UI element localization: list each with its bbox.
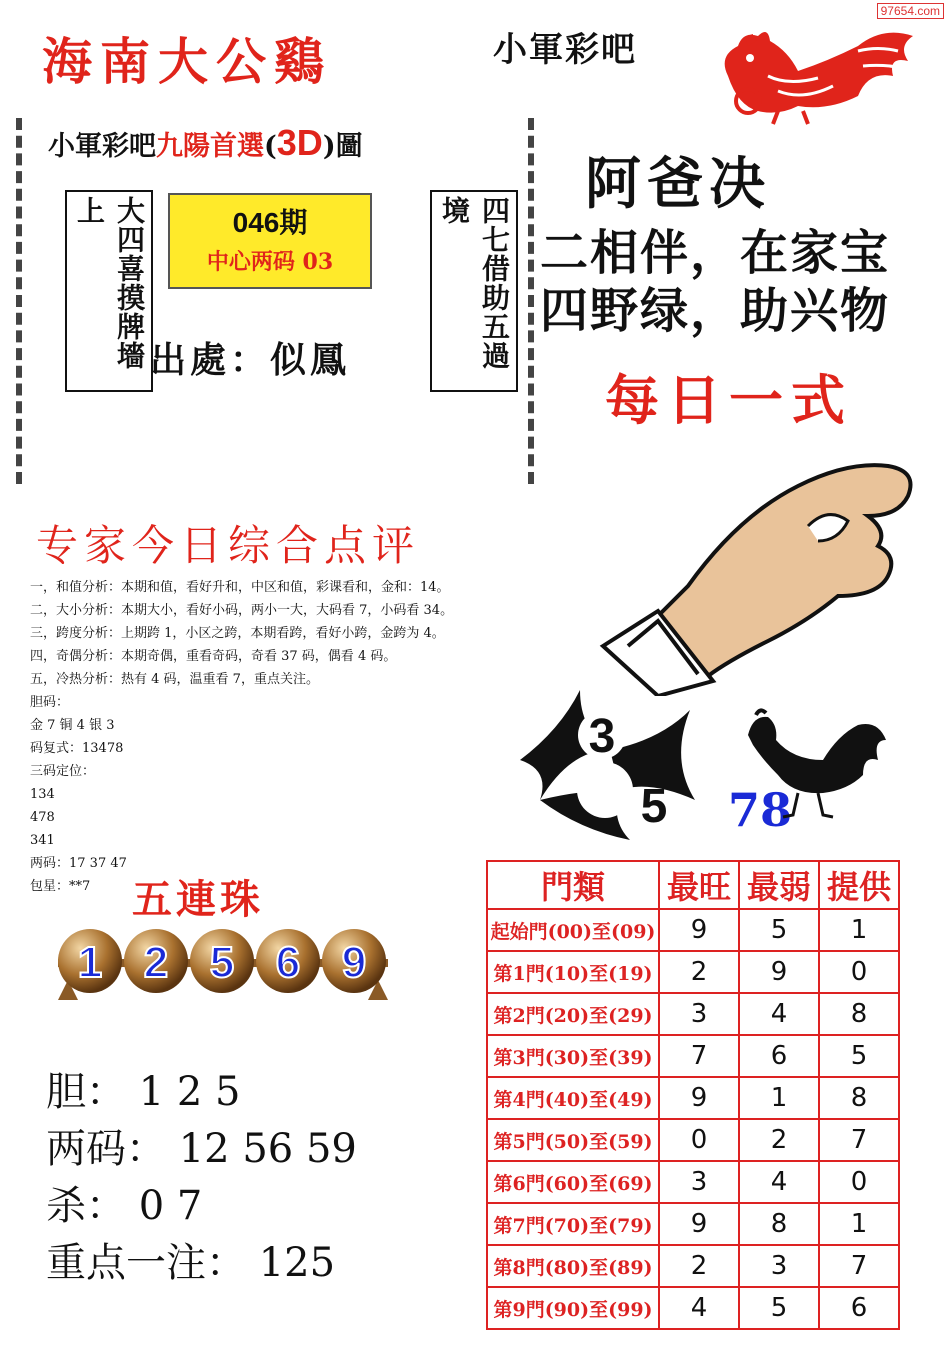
cell-hottest: 2 [659, 1245, 739, 1287]
header-hottest: 最旺 [659, 861, 739, 909]
cell-hottest: 2 [659, 951, 739, 993]
shuriken-number: 5 [640, 780, 668, 833]
bead-chain [58, 925, 388, 1000]
bead-number: 6 [275, 938, 301, 987]
site-mark[interactable]: 97654.com [877, 3, 944, 19]
verse-line-2: 四野绿，助兴物 [540, 283, 891, 339]
analysis-line: 码复式：13478 [30, 741, 124, 756]
table-row [487, 1035, 899, 1077]
cell-weakest: 8 [739, 1203, 819, 1245]
left-verse-column: 大四喜摸牌墻上 [65, 190, 153, 392]
daily-heading: 每日一式 [605, 368, 853, 432]
cell-provided: 0 [819, 1161, 899, 1203]
analysis-line: 一，和值分析：本期和值，看好升和，中区和值，彩课看和，金和：14。 [30, 580, 450, 595]
cell-provided: 1 [819, 1203, 899, 1245]
row-label: 第5門(50)至(59) [487, 1119, 659, 1161]
bead-number: 1 [77, 938, 103, 987]
analysis-line: 包星：**7 [30, 879, 91, 894]
cell-hottest: 9 [659, 1077, 739, 1119]
shuriken-number: 3 [588, 710, 616, 763]
brand-name: 小軍彩吧 [493, 30, 637, 70]
row-label: 第6門(60)至(69) [487, 1161, 659, 1203]
panel-heading-end: 圖 [335, 131, 363, 162]
header-category: 門類 [487, 861, 659, 909]
analysis-line: 三，跨度分析：上期跨 1，小区之跨，本期看跨，看好小跨，金跨为 4。 [30, 626, 445, 641]
table-header-row [487, 861, 899, 909]
cell-weakest: 5 [739, 1287, 819, 1329]
analysis-line: 478 [30, 810, 55, 825]
summary-liangma: 两码： 12 56 59 [46, 1126, 357, 1172]
cell-provided: 5 [819, 1035, 899, 1077]
panel-heading-3d: 3D [276, 122, 323, 163]
analysis-line: 二，大小分析：本期大小，看好小码，两小一大，大码看 7，小码看 34。 [30, 603, 454, 618]
bead-number: 2 [143, 938, 169, 987]
cell-hottest: 3 [659, 1161, 739, 1203]
panel-heading-paren-open: ( [264, 131, 277, 162]
right-verse-column: 四七借助五過境 [430, 190, 518, 392]
summary-sha: 杀： 0 7 [46, 1183, 203, 1229]
hand-icon [598, 446, 938, 696]
analysis-line: 三码定位： [30, 764, 96, 779]
cell-provided: 8 [819, 1077, 899, 1119]
center-codes: 中心两码 03 [206, 249, 334, 275]
table-row [487, 951, 899, 993]
cell-hottest: 9 [659, 1203, 739, 1245]
cell-hottest: 7 [659, 1035, 739, 1077]
row-label: 第4門(40)至(49) [487, 1077, 659, 1119]
header-weakest: 最弱 [739, 861, 819, 909]
verse-title: 阿爸决 [585, 151, 771, 217]
shuriken-graphic [520, 690, 700, 840]
header-provided: 提供 [819, 861, 899, 909]
row-label: 第9門(90)至(99) [487, 1287, 659, 1329]
table-row [487, 1077, 899, 1119]
row-label: 第3門(30)至(39) [487, 1035, 659, 1077]
analysis-line: 胆码： [30, 695, 70, 710]
analysis-line: 341 [30, 833, 55, 848]
cell-hottest: 3 [659, 993, 739, 1035]
row-label: 第2門(20)至(29) [487, 993, 659, 1035]
table-row [487, 1161, 899, 1203]
cell-weakest: 3 [739, 1245, 819, 1287]
verse-line-1: 二相伴，在家宝 [540, 225, 891, 281]
table-row [487, 909, 899, 951]
cell-hottest: 4 [659, 1287, 739, 1329]
table-row [487, 1203, 899, 1245]
panel-heading [48, 122, 363, 164]
cell-weakest: 6 [739, 1035, 819, 1077]
cell-hottest: 9 [659, 909, 739, 951]
row-label: 第8門(80)至(89) [487, 1245, 659, 1287]
expert-analysis-list [30, 576, 453, 898]
panel-heading-brand: 小軍彩吧 [48, 131, 156, 162]
cell-weakest: 1 [739, 1077, 819, 1119]
door-table [486, 860, 900, 1330]
bead-title: 五連珠 [132, 876, 264, 923]
bead-number: 5 [209, 938, 235, 987]
cell-provided: 8 [819, 993, 899, 1035]
analysis-line: 134 [30, 787, 55, 802]
cell-provided: 7 [819, 1245, 899, 1287]
cell-weakest: 4 [739, 1161, 819, 1203]
cell-weakest: 4 [739, 993, 819, 1035]
black-rooster-icon [738, 705, 888, 825]
analysis-line: 金 7 铜 4 银 3 [30, 718, 115, 733]
table-row [487, 1119, 899, 1161]
cell-weakest: 9 [739, 951, 819, 993]
panel-heading-red: 九陽首選 [156, 131, 264, 162]
number-78: 78 [728, 783, 793, 837]
cell-weakest: 2 [739, 1119, 819, 1161]
analysis-line: 五，冷热分析：热有 4 码，温重看 7，重点关注。 [30, 672, 319, 687]
rooster-icon [708, 16, 923, 126]
expert-title: 专家今日综合点评 [36, 521, 421, 570]
table-row [487, 993, 899, 1035]
poster-title: 海南大公鷄 [42, 32, 332, 91]
cell-hottest: 0 [659, 1119, 739, 1161]
cell-provided: 1 [819, 909, 899, 951]
row-label: 第7門(70)至(79) [487, 1203, 659, 1245]
cell-provided: 7 [819, 1119, 899, 1161]
table-row [487, 1287, 899, 1329]
cell-provided: 6 [819, 1287, 899, 1329]
issue-number: 046期 [232, 207, 308, 238]
analysis-line: 四，奇偶分析：本期奇偶，重看奇码，奇看 37 码，偶看 4 码。 [30, 649, 397, 664]
analysis-line: 两码：17 37 47 [30, 856, 127, 871]
bead-number: 9 [341, 938, 367, 987]
panel-heading-paren-close: ) [322, 131, 336, 162]
cell-weakest: 5 [739, 909, 819, 951]
row-label: 起始門(00)至(09) [487, 909, 659, 951]
table-row [487, 1245, 899, 1287]
row-label: 第1門(10)至(19) [487, 951, 659, 993]
issue-box [168, 193, 372, 289]
summary-dan: 胆： 1 2 5 [46, 1069, 241, 1115]
summary-zhongdian: 重点一注： 125 [46, 1240, 336, 1286]
animal-origin: 出處：似鳳 [150, 339, 351, 381]
cell-provided: 0 [819, 951, 899, 993]
